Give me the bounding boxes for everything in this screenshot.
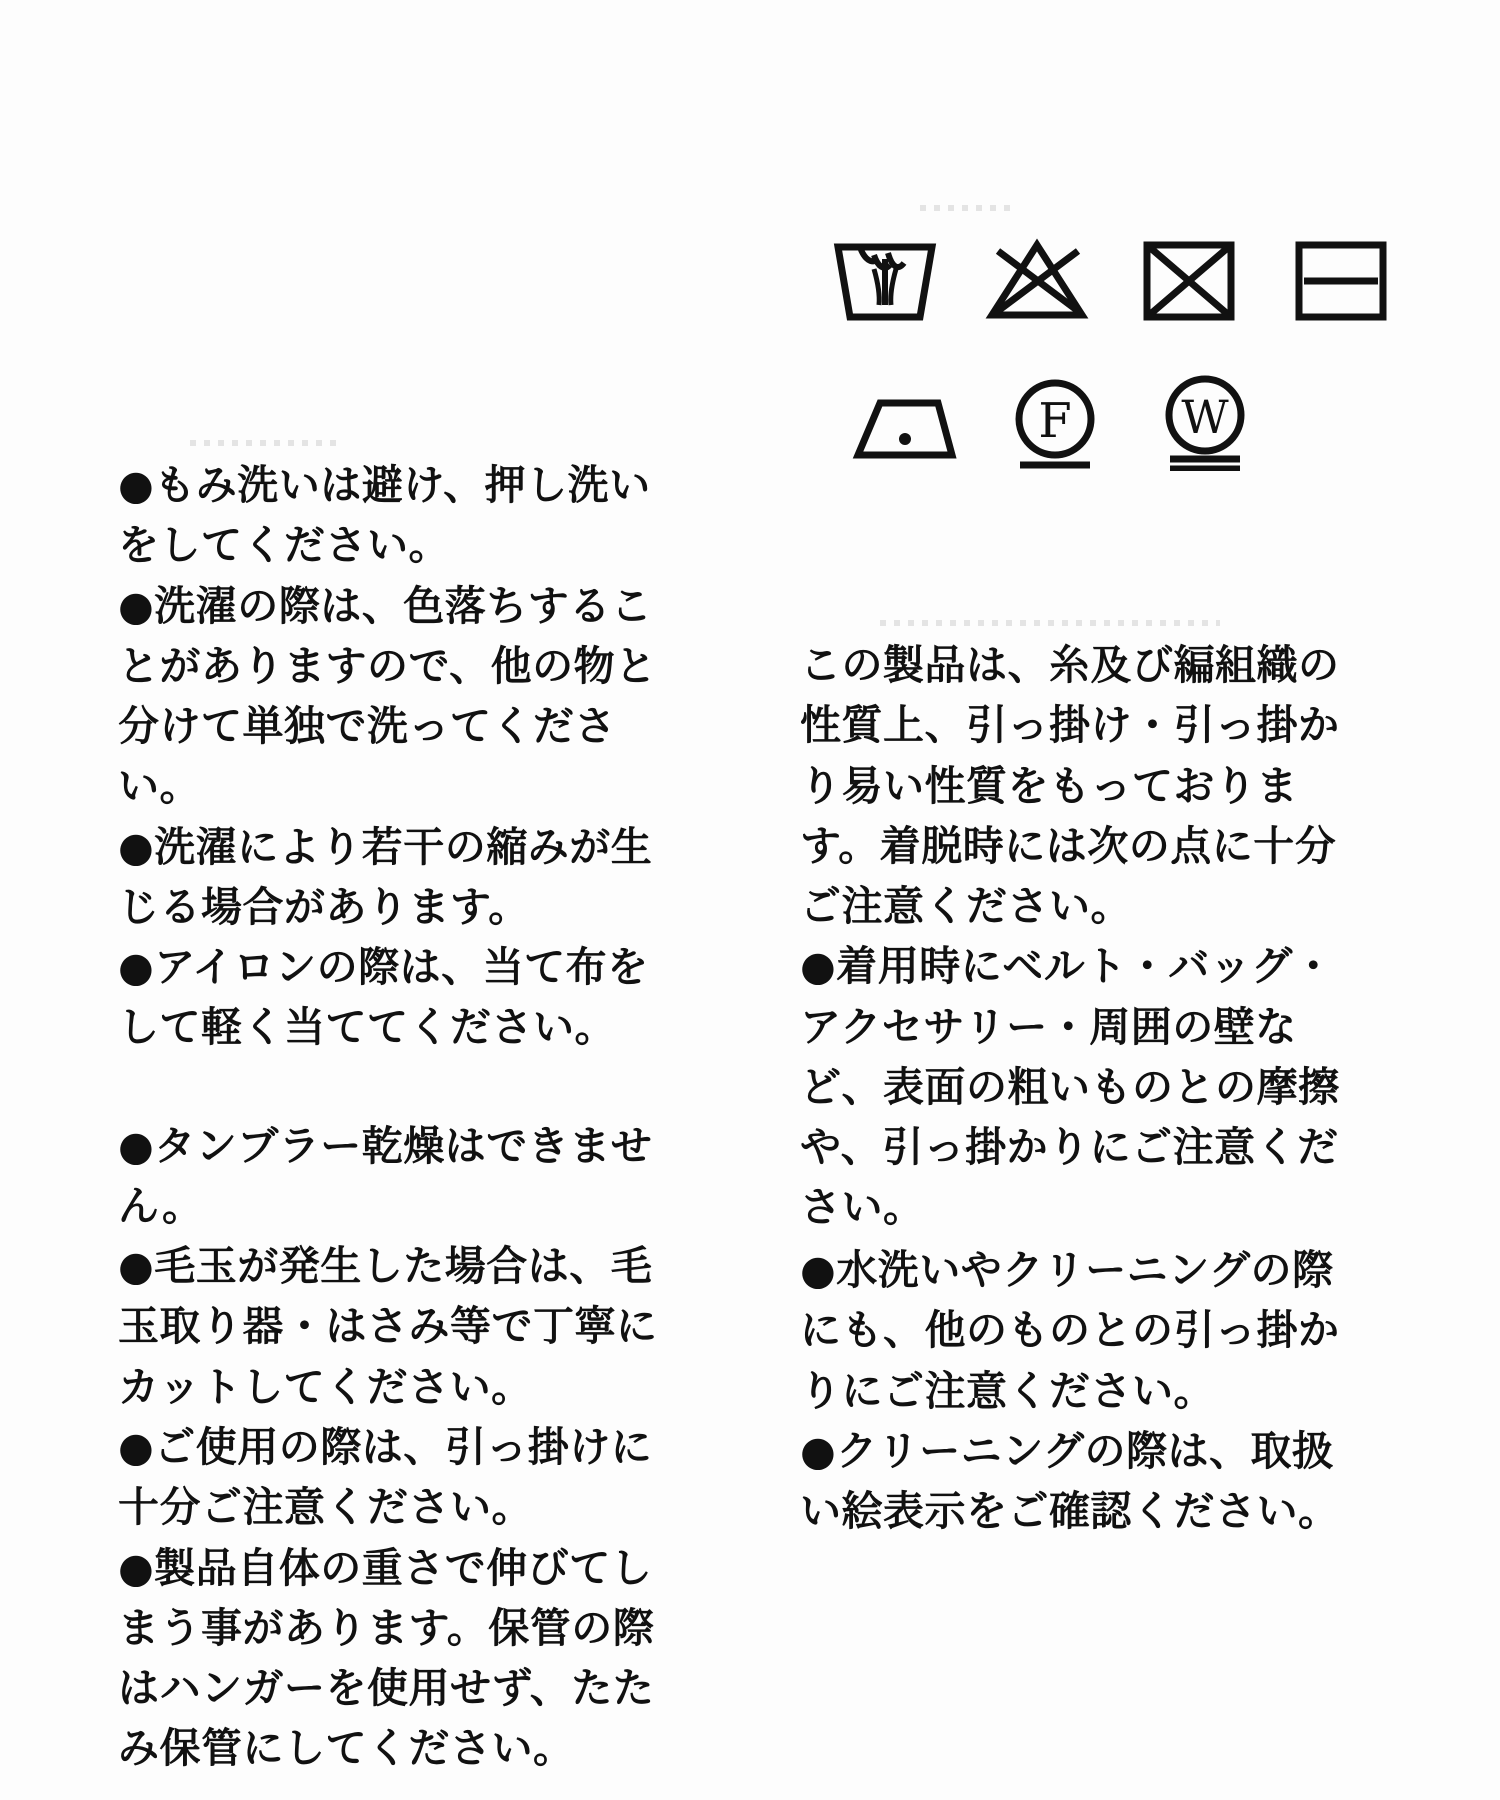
care-symbol-row-2 xyxy=(830,369,1390,471)
instruction-line: ●着用時にベルト・バッグ・アクセサリー・周囲の壁など、表面の粗いものとの摩擦や、引っ掛かりにご注意ください。 xyxy=(800,942,1340,1232)
cleaning-warning-block xyxy=(800,1240,1352,1541)
scan-artifact xyxy=(190,440,340,446)
care-symbol-row-1 xyxy=(830,225,1390,327)
wet-clean-w-symbol xyxy=(1150,369,1260,471)
no-tumble-dry-symbol xyxy=(1134,225,1244,327)
right-text-column-upper xyxy=(800,635,1352,1238)
instruction-line: ●ご使用の際は、引っ掛けに十分ご注意ください。 xyxy=(118,1422,653,1532)
left-text-column xyxy=(118,455,666,1779)
scan-artifact xyxy=(880,620,1220,626)
instruction-line: ●製品自体の重さで伸びてしまう事があります。保管の際はハンガーを使用せず、たたみ保管にしてください。 xyxy=(118,1543,655,1773)
flat-dry-symbol xyxy=(1286,225,1396,327)
snagging-warning-block xyxy=(800,635,1352,1238)
instruction-line: ●洗濯の際は、色落ちすることがありますので、他の物と分けて単独で洗ってください。 xyxy=(118,581,657,811)
svg-text:F: F xyxy=(1038,393,1072,449)
no-bleach-symbol xyxy=(982,225,1092,327)
instruction-line: ●クリーニングの際は、取扱い絵表示をご確認ください。 xyxy=(800,1426,1340,1536)
hand-wash-symbol xyxy=(830,225,940,327)
scan-artifact xyxy=(920,205,1010,211)
dry-clean-f-symbol xyxy=(1000,369,1110,471)
iron-low-symbol xyxy=(850,369,960,471)
instruction-line: ●洗濯により若干の縮みが生じる場合があります。 xyxy=(118,822,653,931)
svg-text:W: W xyxy=(1181,390,1229,444)
instruction-line: ●アイロンの際は、当て布をして軽く当ててください。 xyxy=(118,943,649,1052)
instruction-line: ●タンブラー乾燥はできません。 xyxy=(118,1121,653,1230)
washing-instructions-block xyxy=(118,455,666,1058)
instruction-line: ●もみ洗いは避け、押し洗いをしてください。 xyxy=(118,461,651,570)
care-symbol-group xyxy=(830,225,1390,471)
instruction-line: ●水洗いやクリーニングの際にも、他のものとの引っ掛かりにご注意ください。 xyxy=(800,1246,1340,1415)
drying-care-block xyxy=(118,1116,666,1779)
right-text-column-lower xyxy=(800,1240,1352,1541)
instruction-line: この製品は、糸及び編組織の性質上、引っ掛け・引っ掛かり易い性質をもっております。着脱時には次の点に十分ご注意ください。 xyxy=(800,641,1340,931)
instruction-line: ●毛玉が発生した場合は、毛玉取り器・はさみ等で丁寧にカットしてください。 xyxy=(118,1242,658,1411)
